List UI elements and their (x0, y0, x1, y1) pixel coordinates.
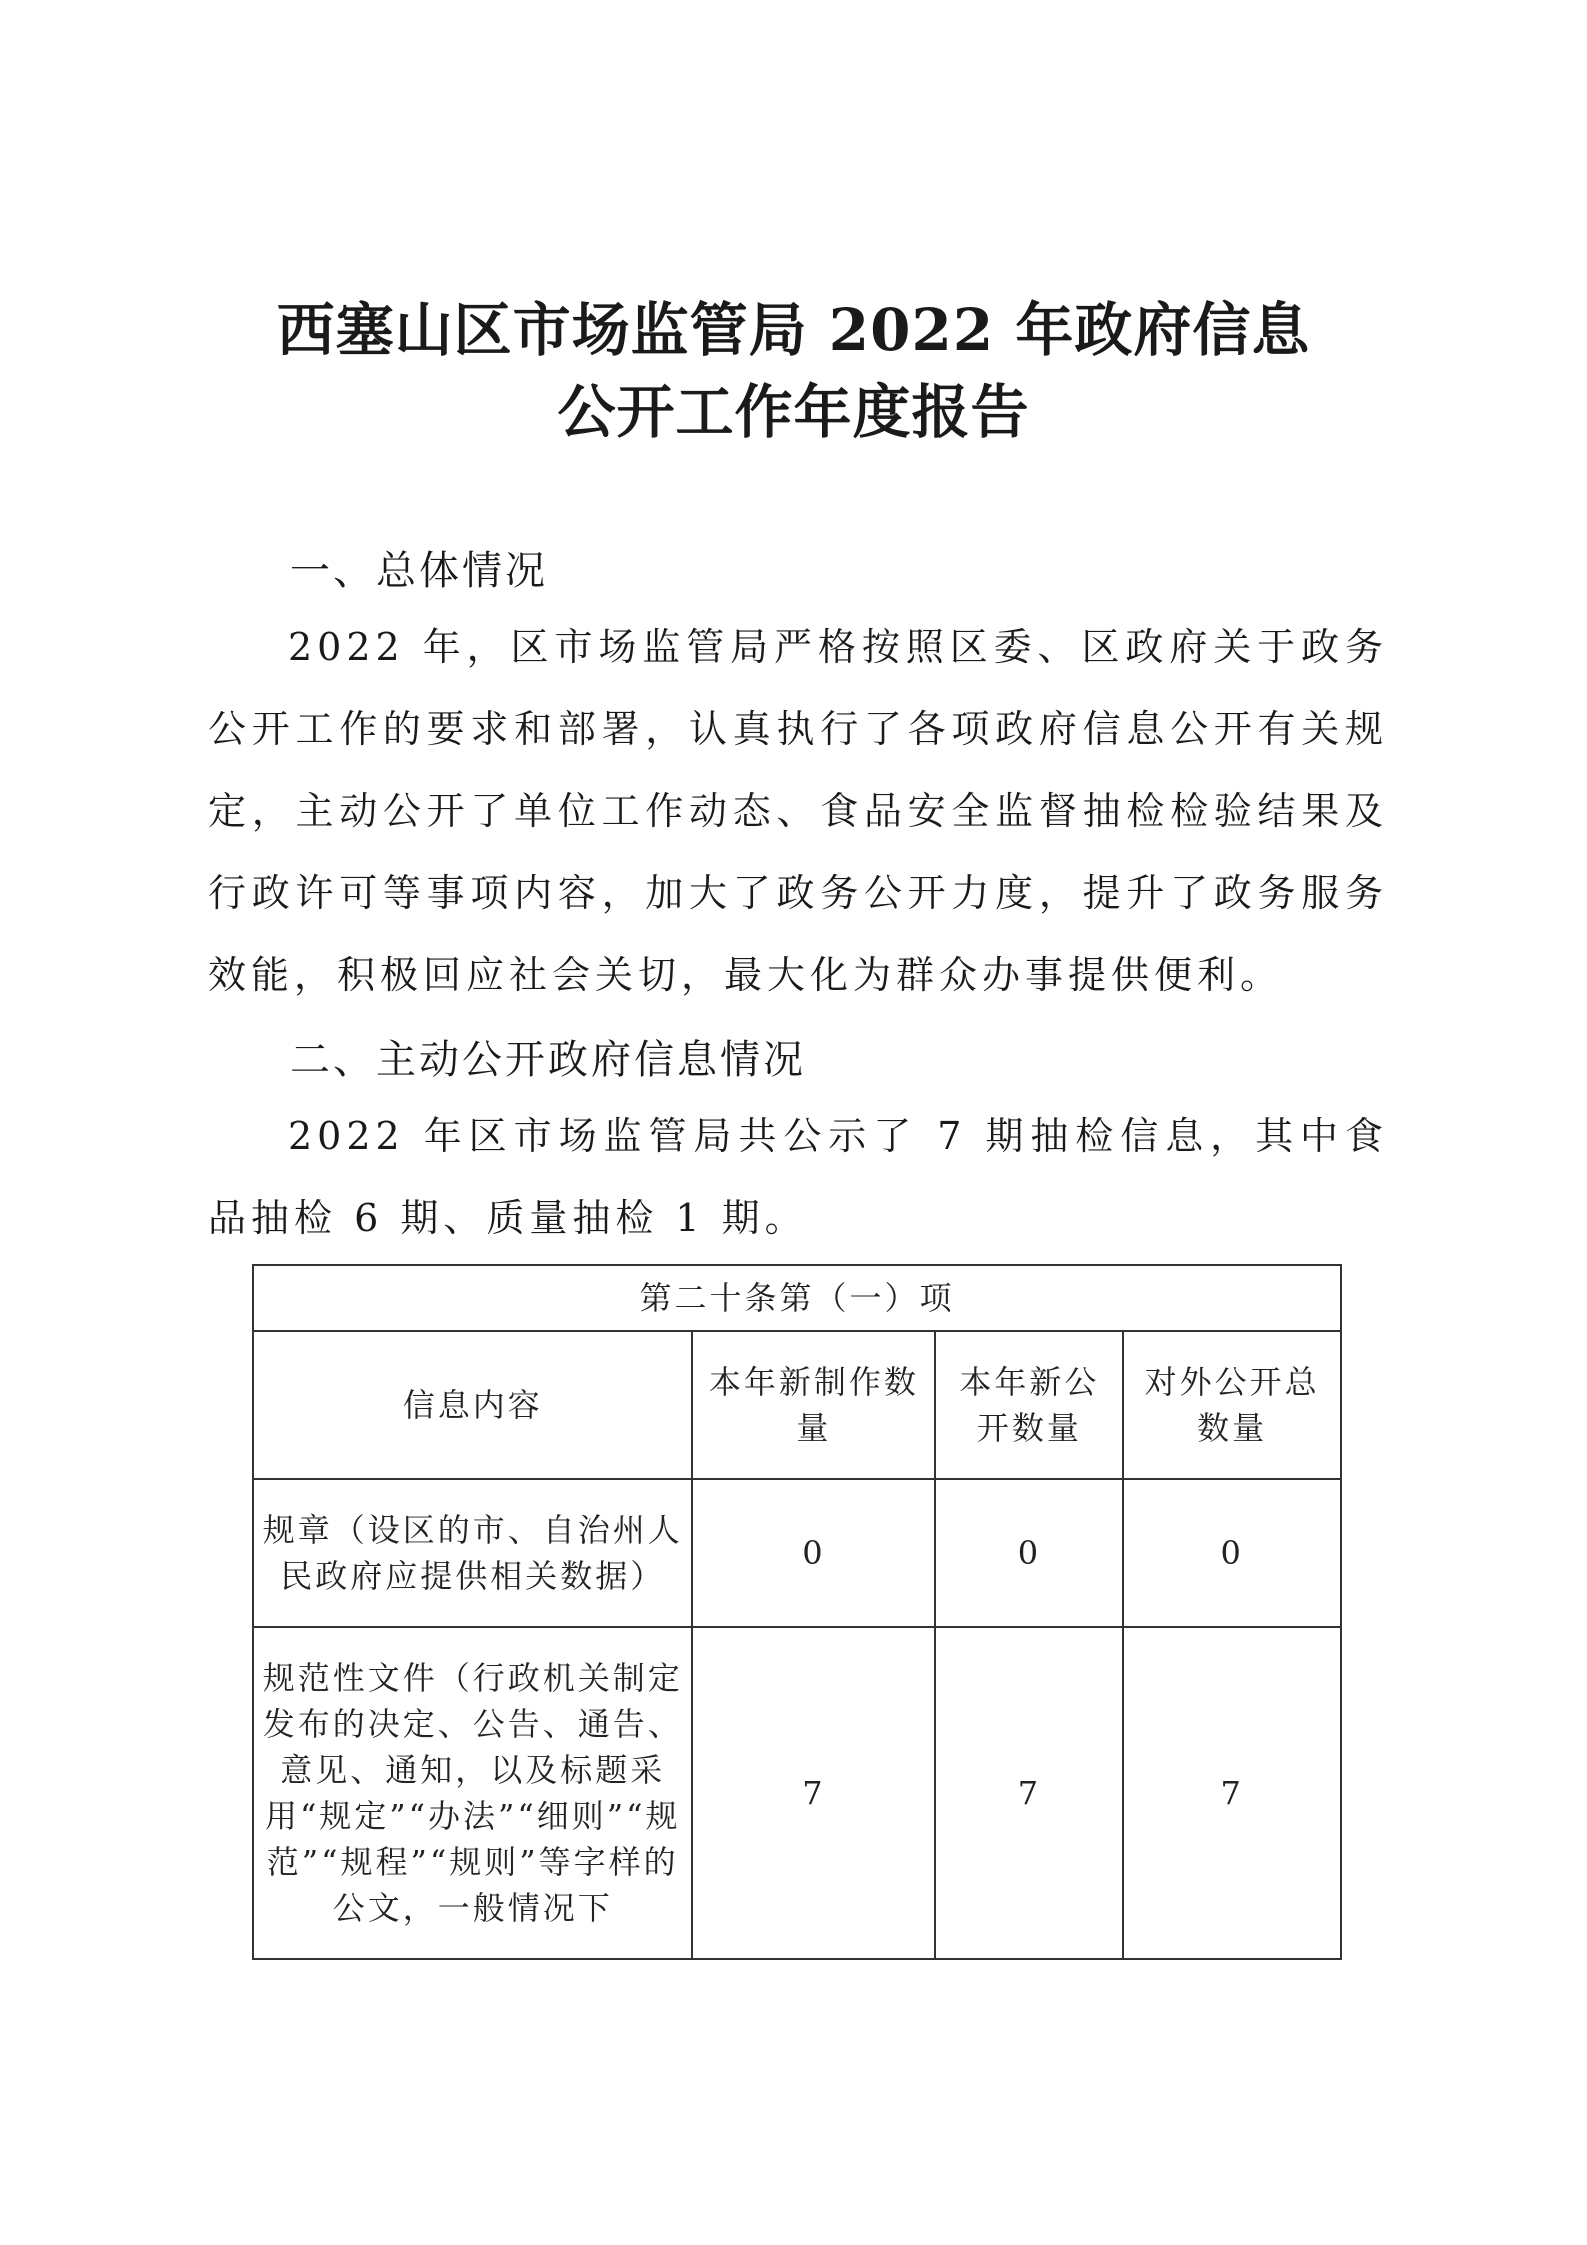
row-new-published: 7 (935, 1627, 1123, 1959)
table-row (253, 1627, 1341, 1959)
row-content: 规范性文件（行政机关制定发布的决定、公告、通告、意见、通知，以及标题采用“规定”“办法”“细则”“规范”“规程”“规则”等字样的公文，一般情况下 (253, 1627, 692, 1959)
row-content: 规章（设区的市、自治州人民政府应提供相关数据） (253, 1479, 692, 1627)
table-caption: 第二十条第（一）项 (253, 1265, 1341, 1331)
header-new-published: 本年新公开数量 (935, 1331, 1123, 1479)
disclosure-table (252, 1264, 1342, 1960)
table-header-row (253, 1331, 1341, 1479)
header-info-content: 信息内容 (253, 1331, 692, 1479)
table-row (253, 1479, 1341, 1627)
section-heading-overview: 一、总体情况 (290, 548, 548, 594)
section-paragraph-active-disclosure: 2022 年区市场监管局共公示了 7 期抽检信息，其中食品抽检 6 期、质量抽检 1 期。 (208, 1114, 1388, 1240)
document-title-line2: 公开工作年度报告 (557, 378, 1030, 446)
header-new-made: 本年新制作数量 (692, 1331, 935, 1479)
section-paragraph-overview: 2022 年，区市场监管局严格按照区委、区政府关于政务公开工作的要求和部署，认真执行了各项政府信息公开有关规定，主动公开了单位工作动态、食品安全监督抽检检验结果及行政许可等事项内容，加大了政务公开力度，提升了政务服务效能，积极回应社会关切，最大化为群众办事提供便利。 (208, 625, 1388, 997)
table-caption-row (253, 1265, 1341, 1331)
row-new-made: 0 (692, 1479, 935, 1627)
row-new-made: 7 (692, 1627, 935, 1959)
row-total-public: 0 (1123, 1479, 1341, 1627)
header-total-public: 对外公开总数量 (1123, 1331, 1341, 1479)
row-new-published: 0 (935, 1479, 1123, 1627)
section-heading-active-disclosure: 二、主动公开政府信息情况 (290, 1037, 806, 1083)
row-total-public: 7 (1123, 1627, 1341, 1959)
document-title-line1: 西塞山区市场监管局 2022 年政府信息 (276, 296, 1311, 364)
